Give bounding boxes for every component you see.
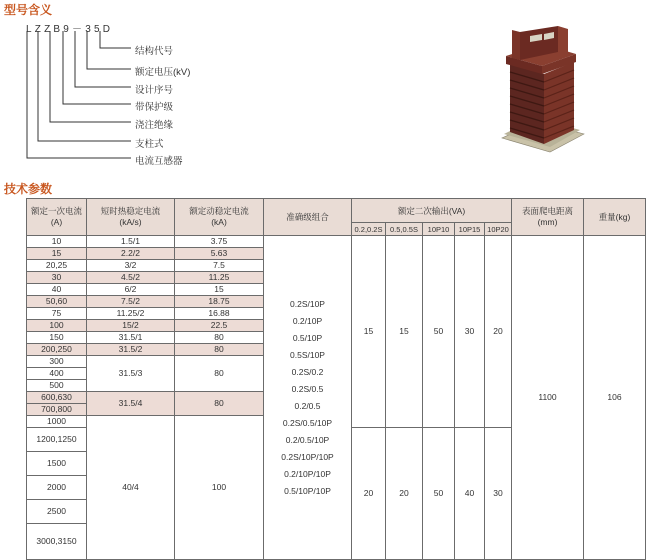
cell-thermal: 7.5/2 <box>87 296 175 308</box>
output-upper-10p15: 30 <box>455 236 485 428</box>
cell-current: 400 <box>27 368 87 380</box>
cell-thermal: 15/2 <box>87 320 175 332</box>
header-rated-secondary-output: 额定二次输出(VA) <box>352 199 512 223</box>
cell-current: 700,800 <box>27 404 87 416</box>
output-lower-10p15: 40 <box>455 428 485 560</box>
output-upper-10p10: 50 <box>423 236 455 428</box>
accuracy-value: 0.2S/0.2 <box>291 366 324 377</box>
meaning-current-transformer: 电流互感器 <box>135 156 183 167</box>
accuracy-value: 0.2S/0.5/10P <box>282 417 333 428</box>
cell-thermal: 2.2/2 <box>87 248 175 260</box>
cell-thermal: 1.5/1 <box>87 236 175 248</box>
cell-dynamic: 16.88 <box>175 308 264 320</box>
cell-thermal: 31.5/1 <box>87 332 175 344</box>
cell-current: 500 <box>27 380 87 392</box>
cell-dynamic: 5.63 <box>175 248 264 260</box>
cell-dynamic: 15 <box>175 284 264 296</box>
header-output-0-5: 0.5,0.5S <box>386 223 423 236</box>
output-upper-0-5: 15 <box>386 236 423 428</box>
meaning-protection-class: 带保护级 <box>135 102 174 113</box>
cell-current: 50,60 <box>27 296 87 308</box>
meaning-rated-voltage: 额定电压(kV) <box>135 67 191 78</box>
cell-dynamic: 22.5 <box>175 320 264 332</box>
cell-current: 3000,3150 <box>27 524 87 560</box>
cell-dynamic: 80 <box>175 356 264 392</box>
cell-current: 75 <box>27 308 87 320</box>
cell-dynamic: 11.25 <box>175 272 264 284</box>
header-creepage-distance: 表面爬电距离(mm) <box>512 199 584 236</box>
cell-thermal: 31.5/3 <box>87 356 175 392</box>
meaning-structure-code: 结构代号 <box>135 46 174 57</box>
cell-thermal: 31.5/2 <box>87 344 175 356</box>
cell-dynamic: 80 <box>175 344 264 356</box>
header-weight: 重量(kg) <box>584 199 646 236</box>
accuracy-value: 0.2/0.5 <box>294 400 321 411</box>
cell-current: 1000 <box>27 416 87 428</box>
cell-current: 40 <box>27 284 87 296</box>
output-lower-10p10: 50 <box>423 428 455 560</box>
cell-current: 2500 <box>27 500 87 524</box>
cell-current: 2000 <box>27 476 87 500</box>
accuracy-value: 0.2S/10P <box>290 298 325 309</box>
model-code: LZZB9－35D <box>26 24 114 35</box>
meaning-cast-insulation: 浇注绝缘 <box>135 120 174 131</box>
meaning-design-serial: 设计序号 <box>135 85 174 96</box>
cell-thermal: 4.5/2 <box>87 272 175 284</box>
cell-current: 300 <box>27 356 87 368</box>
weight-value: 106 <box>584 236 646 560</box>
header-output-10p20: 10P20 <box>485 223 512 236</box>
accuracy-value: 0.2S/0.5 <box>291 383 324 394</box>
output-upper-0-2: 15 <box>352 236 386 428</box>
cell-current: 100 <box>27 320 87 332</box>
header-rated-dynamic: 额定动稳定电流(kA) <box>175 199 264 236</box>
model-code-connector-lines <box>0 0 140 170</box>
cell-current: 15 <box>27 248 87 260</box>
header-short-time-thermal: 短时热稳定电流(kA/s) <box>87 199 175 236</box>
header-rated-primary-current: 额定一次电流(A) <box>27 199 87 236</box>
cell-dynamic: 18.75 <box>175 296 264 308</box>
output-lower-0-5: 20 <box>386 428 423 560</box>
model-meaning-title: 型号含义 <box>4 3 53 17</box>
creepage-value: 1100 <box>512 236 584 560</box>
cell-current: 1500 <box>27 452 87 476</box>
cell-current: 1200,1250 <box>27 428 87 452</box>
cell-thermal: 6/2 <box>87 284 175 296</box>
cell-thermal: 31.5/4 <box>87 392 175 416</box>
accuracy-combination-cell <box>264 236 352 560</box>
cell-thermal: 40/4 <box>87 416 175 560</box>
header-accuracy-combination: 准确级组合 <box>264 199 352 236</box>
output-lower-0-2: 20 <box>352 428 386 560</box>
accuracy-value: 0.2/10P/10P <box>284 468 331 479</box>
cell-thermal: 3/2 <box>87 260 175 272</box>
cell-current: 20,25 <box>27 260 87 272</box>
cell-current: 600,630 <box>27 392 87 404</box>
meaning-pillar-type: 支柱式 <box>135 139 164 150</box>
accuracy-value: 0.2S/10P/10P <box>281 451 334 462</box>
cell-dynamic: 7.5 <box>175 260 264 272</box>
accuracy-value: 0.2/10P <box>292 315 323 326</box>
technical-params-title: 技术参数 <box>4 182 53 196</box>
accuracy-value: 0.5/10P/10P <box>284 485 331 496</box>
cell-current: 150 <box>27 332 87 344</box>
header-output-10p10: 10P10 <box>423 223 455 236</box>
output-upper-10p20: 20 <box>485 236 512 428</box>
cell-thermal: 11.25/2 <box>87 308 175 320</box>
cell-current: 200,250 <box>27 344 87 356</box>
output-lower-10p20: 30 <box>485 428 512 560</box>
technical-params-table <box>26 198 646 560</box>
accuracy-value: 0.5/10P <box>292 332 323 343</box>
cell-current: 30 <box>27 272 87 284</box>
header-output-0-2: 0.2,0.2S <box>352 223 386 236</box>
current-transformer-product-image <box>498 26 588 158</box>
cell-dynamic: 80 <box>175 332 264 344</box>
header-output-10p15: 10P15 <box>455 223 485 236</box>
cell-dynamic: 80 <box>175 392 264 416</box>
accuracy-value: 0.2/0.5/10P <box>285 434 330 445</box>
cell-current: 10 <box>27 236 87 248</box>
cell-dynamic: 100 <box>175 416 264 560</box>
accuracy-value: 0.5S/10P <box>290 349 325 360</box>
cell-dynamic: 3.75 <box>175 236 264 248</box>
